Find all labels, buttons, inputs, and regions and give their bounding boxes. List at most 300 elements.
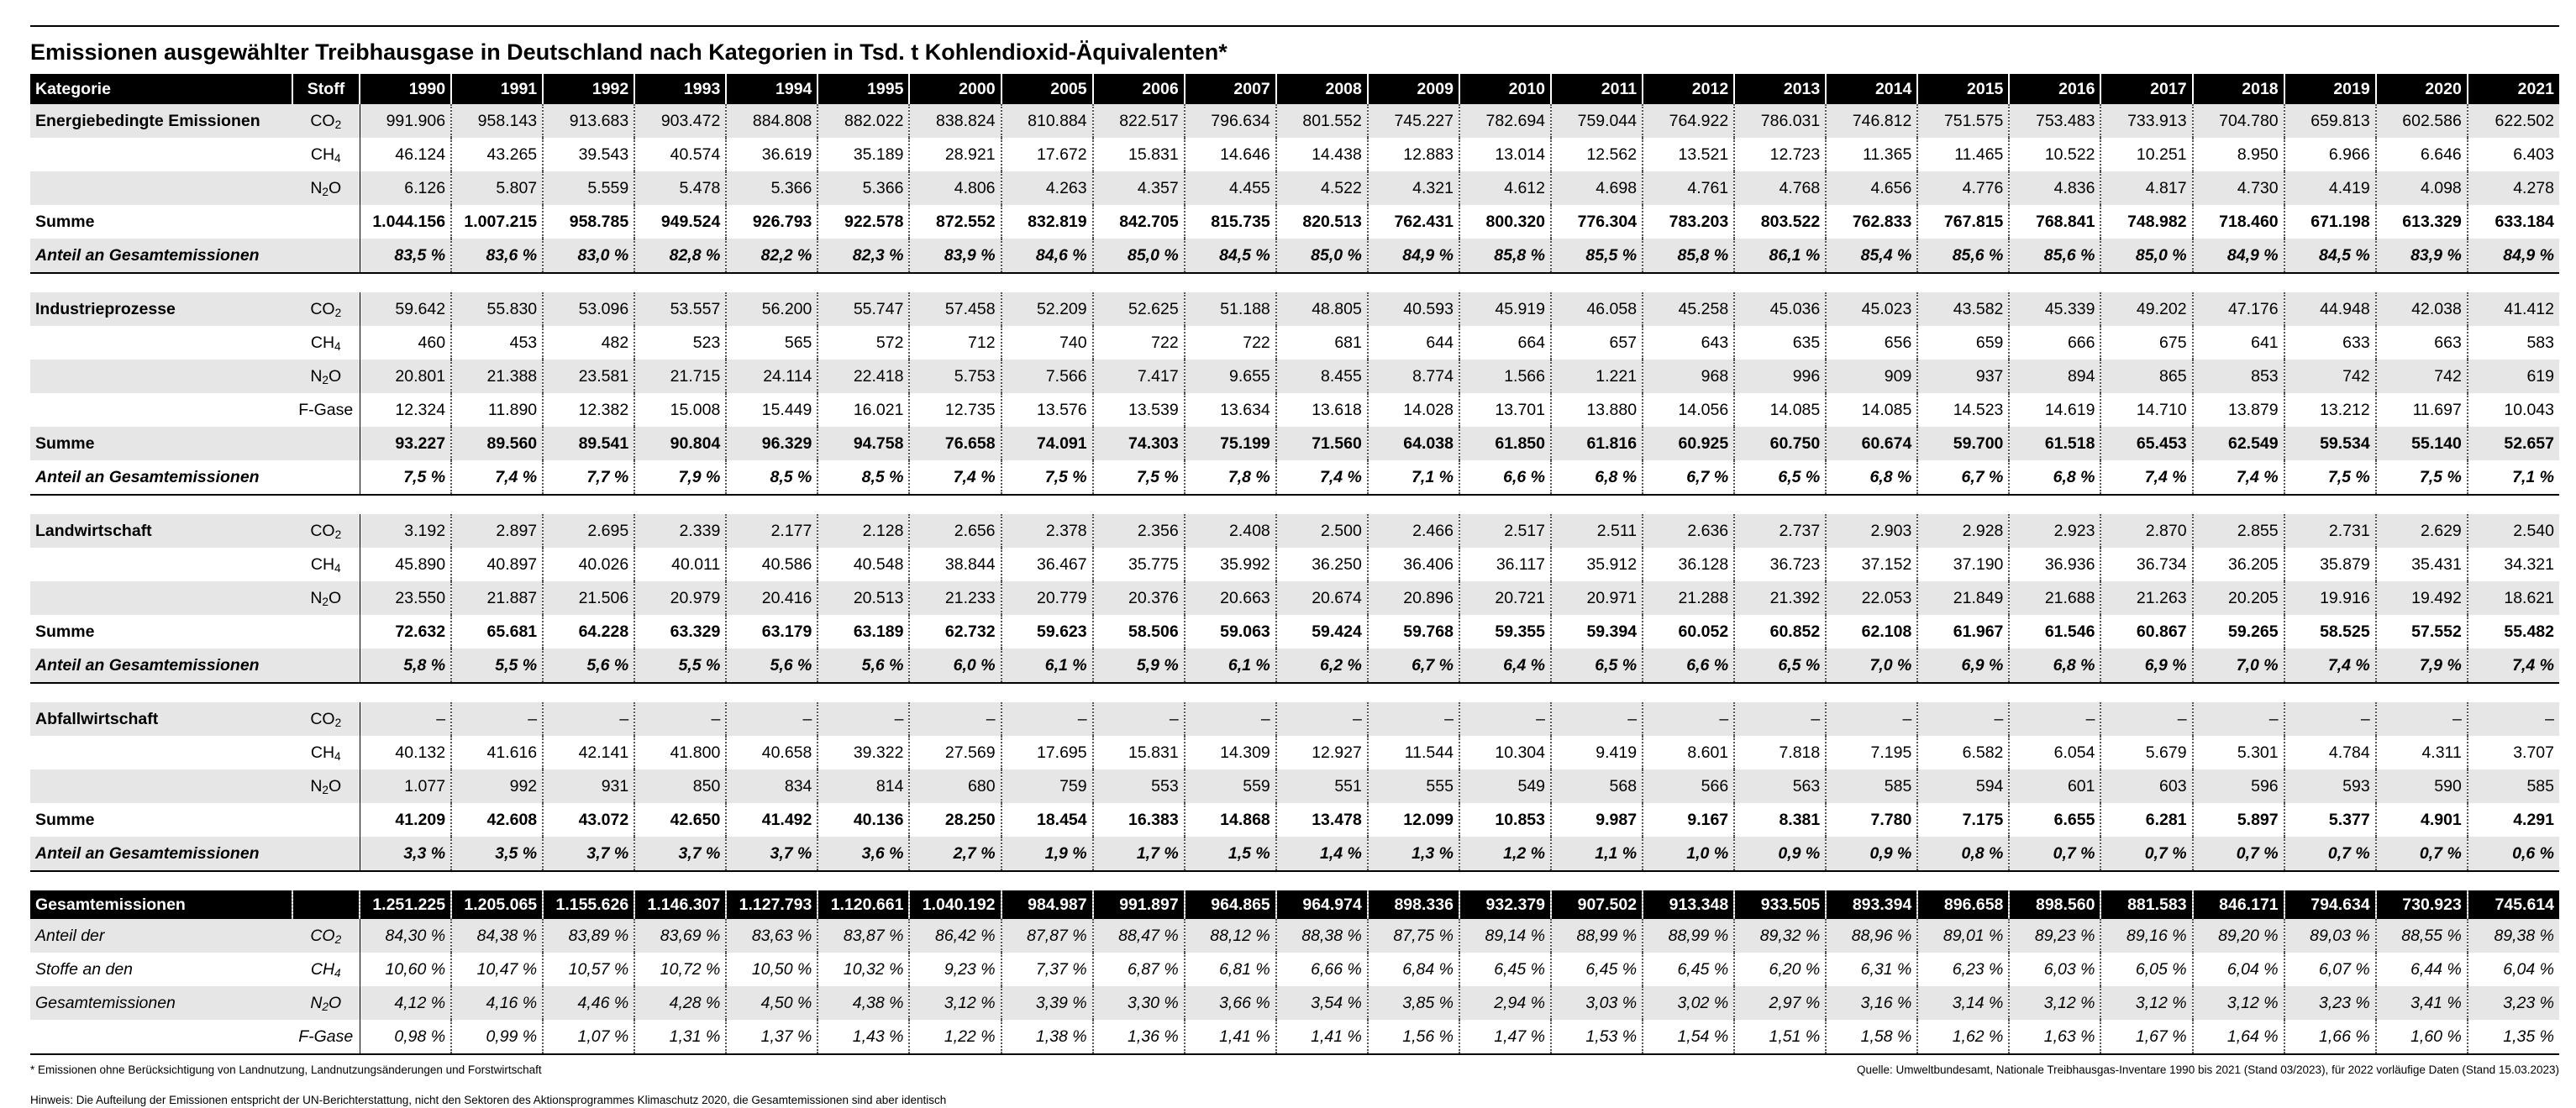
value-cell: 7,5 % — [1001, 460, 1093, 495]
spacer-row — [30, 683, 2559, 702]
header-year: 2020 — [2376, 74, 2468, 104]
value-cell: 2.540 — [2468, 514, 2559, 548]
substance-suffix: O — [329, 777, 342, 796]
value-cell: 1,60 % — [2376, 1020, 2468, 1054]
substance-cell — [292, 460, 360, 495]
value-cell: 566 — [1643, 769, 1734, 803]
value-cell: 3,03 % — [1551, 986, 1643, 1020]
value-cell: 801.552 — [1276, 104, 1368, 138]
value-cell: 846.171 — [2193, 890, 2284, 919]
value-cell: 2.128 — [817, 514, 909, 548]
value-cell: 3,23 % — [2284, 986, 2376, 1020]
value-cell: 7,4 % — [2468, 649, 2559, 683]
value-cell: 635 — [1734, 326, 1826, 360]
value-cell: 853 — [2193, 360, 2284, 393]
substance-subscript: 2 — [322, 596, 329, 608]
header-year: 2012 — [1643, 74, 1734, 104]
value-cell: 65.453 — [2100, 427, 2192, 460]
total-row — [30, 890, 2559, 919]
value-cell: 2.731 — [2284, 514, 2376, 548]
value-cell: 666 — [2009, 326, 2100, 360]
value-cell: 996 — [1734, 360, 1826, 393]
value-cell: 1,36 % — [1093, 1020, 1185, 1054]
spacer-cell — [30, 273, 2559, 292]
table-row — [30, 393, 2559, 427]
value-cell: 1,58 % — [1826, 1020, 1917, 1054]
category-cell — [30, 360, 292, 393]
value-cell: 932.379 — [1459, 890, 1551, 919]
value-cell: 2.177 — [726, 514, 817, 548]
value-cell: 933.505 — [1734, 890, 1826, 919]
value-cell: 84,6 % — [1001, 239, 1093, 273]
value-cell: 20.979 — [634, 581, 726, 615]
value-cell: 619 — [2468, 360, 2559, 393]
value-cell: 14.710 — [2100, 393, 2192, 427]
substance-cell — [292, 581, 360, 615]
header-year: 2021 — [2468, 74, 2559, 104]
value-cell: 45.036 — [1734, 292, 1826, 326]
value-cell: 94.758 — [817, 427, 909, 460]
value-cell: 2.923 — [2009, 514, 2100, 548]
value-cell: 1,67 % — [2100, 1020, 2192, 1054]
share-row — [30, 460, 2559, 495]
value-cell: 36.117 — [1459, 548, 1551, 581]
value-cell: 84,38 % — [451, 919, 543, 953]
value-cell: 61.850 — [1459, 427, 1551, 460]
value-cell: 21.506 — [543, 581, 634, 615]
value-cell: 20.674 — [1276, 581, 1368, 615]
value-cell: 23.550 — [360, 581, 451, 615]
value-cell: 14.085 — [1826, 393, 1917, 427]
value-cell: 84,30 % — [360, 919, 451, 953]
value-cell: 59.534 — [2284, 427, 2376, 460]
value-cell: 5.559 — [543, 171, 634, 205]
value-cell: 16.021 — [817, 393, 909, 427]
sum-label: Summe — [35, 213, 95, 231]
value-cell: 3,39 % — [1001, 986, 1093, 1020]
value-cell: 6,2 % — [1276, 649, 1368, 683]
value-cell: 3,16 % — [1826, 986, 1917, 1020]
value-cell: 6.281 — [2100, 803, 2192, 837]
value-cell: 76.658 — [909, 427, 1001, 460]
value-cell: 590 — [2376, 769, 2468, 803]
value-cell: 2.466 — [1368, 514, 1459, 548]
value-cell: 12.735 — [909, 393, 1001, 427]
sum-row — [30, 615, 2559, 649]
header-year: 2014 — [1826, 74, 1917, 104]
value-cell: 52.657 — [2468, 427, 2559, 460]
value-cell: 782.694 — [1459, 104, 1551, 138]
value-cell: 15.831 — [1093, 736, 1185, 769]
value-cell: 602.586 — [2376, 104, 2468, 138]
value-cell: 7,4 % — [2193, 460, 2284, 495]
value-cell: 722 — [1185, 326, 1276, 360]
value-cell: 10.043 — [2504, 401, 2554, 419]
value-cell: 13.212 — [2284, 393, 2376, 427]
value-cell: 1,2 % — [1459, 837, 1551, 871]
value-cell: 56.200 — [726, 292, 817, 326]
value-cell: 59.642 — [360, 292, 451, 326]
value-cell: 18.454 — [1001, 803, 1093, 837]
value-cell: 46.058 — [1551, 292, 1643, 326]
value-cell: 59.394 — [1551, 615, 1643, 649]
substance-cell — [292, 803, 360, 837]
value-cell: 6.646 — [2376, 138, 2468, 171]
value-cell: 4.656 — [1826, 171, 1917, 205]
value-cell: 555 — [1368, 769, 1459, 803]
value-cell: – — [817, 702, 909, 736]
value-cell: 14.309 — [1185, 736, 1276, 769]
value-cell: – — [1551, 702, 1643, 736]
emissions-table — [30, 74, 2559, 1055]
value-cell: 5.897 — [2193, 803, 2284, 837]
table-row — [30, 769, 2559, 803]
value-cell: 41.492 — [726, 803, 817, 837]
value-cell: 42.608 — [451, 803, 543, 837]
value-cell: 1,37 % — [726, 1020, 817, 1054]
value-cell: 6,1 % — [1185, 649, 1276, 683]
value-cell: 35.431 — [2376, 548, 2468, 581]
value-cell: 6,4 % — [1459, 649, 1551, 683]
value-cell: 13.014 — [1459, 138, 1551, 171]
value-cell: 551 — [1276, 769, 1368, 803]
value-cell: 61.546 — [2009, 615, 2100, 649]
value-cell: 45.919 — [1459, 292, 1551, 326]
value-cell: 2.500 — [1276, 514, 1368, 548]
value-cell: 601 — [2009, 769, 2100, 803]
value-cell: 5.377 — [2284, 803, 2376, 837]
value-cell: 0,6 % — [2468, 837, 2559, 871]
substance-cell — [292, 736, 360, 769]
value-cell: 1,54 % — [1643, 1020, 1734, 1054]
value-cell: 6,45 % — [1459, 953, 1551, 986]
substance-label: F-Gase — [298, 1027, 354, 1046]
value-cell: 6.582 — [1917, 736, 2009, 769]
value-cell: 6,6 % — [1459, 460, 1551, 495]
share-label-line — [30, 1020, 292, 1054]
substance-label: N — [310, 589, 323, 607]
value-cell: 4.263 — [1001, 171, 1093, 205]
footnote: * Emissionen ohne Berücksichtigung von Landnutzung, Landnutzungsänderungen und Forstwirtschaft — [30, 1063, 542, 1076]
substance-share-row — [30, 919, 2559, 953]
category-cell — [30, 702, 292, 736]
value-cell: 4,28 % — [634, 986, 726, 1020]
value-cell: 1.146.307 — [634, 890, 726, 919]
value-cell: 52.625 — [1093, 292, 1185, 326]
value-cell: 6,04 % — [2503, 960, 2554, 979]
value-cell: 7,4 % — [909, 460, 1001, 495]
table-row — [30, 171, 2559, 205]
value-cell: 13.539 — [1093, 393, 1185, 427]
value-cell: 20.416 — [726, 581, 817, 615]
value-cell: 36.723 — [1734, 548, 1826, 581]
value-cell: 681 — [1276, 326, 1368, 360]
value-cell: 0,7 % — [2376, 837, 2468, 871]
value-cell: 884.808 — [726, 104, 817, 138]
substance-cell — [292, 171, 360, 205]
value-cell: 60.052 — [1643, 615, 1734, 649]
substance-cell — [292, 837, 360, 871]
value-cell: 964.974 — [1276, 890, 1368, 919]
value-cell: 5.366 — [726, 171, 817, 205]
substance-subscript: 4 — [334, 340, 341, 353]
value-cell: 712 — [909, 326, 1001, 360]
value-cell: 5.753 — [909, 360, 1001, 393]
share-label-line: Anteil der — [30, 919, 292, 953]
value-cell: 1.044.156 — [360, 205, 451, 239]
value-cell: 10,47 % — [451, 953, 543, 986]
value-cell: 762.431 — [1368, 205, 1459, 239]
share-row — [30, 239, 2559, 273]
value-cell: 10.251 — [2100, 138, 2192, 171]
value-cell: 23.581 — [543, 360, 634, 393]
value-cell: 4.768 — [1734, 171, 1826, 205]
header-year: 1991 — [451, 74, 543, 104]
value-cell: 86,1 % — [1734, 239, 1826, 273]
value-cell: 13.879 — [2193, 393, 2284, 427]
header-year: 2017 — [2100, 74, 2192, 104]
value-cell: 3,12 % — [2009, 986, 2100, 1020]
value-cell: 20.376 — [1093, 581, 1185, 615]
value-cell: – — [2100, 702, 2192, 736]
value-cell: 1,41 % — [1276, 1020, 1368, 1054]
value-cell: 85,4 % — [1826, 239, 1917, 273]
substance-label: CH — [310, 333, 335, 352]
value-cell: 7,4 % — [2284, 649, 2376, 683]
value-cell: 8,5 % — [726, 460, 817, 495]
substance-cell — [292, 953, 360, 986]
value-cell: 882.022 — [817, 104, 909, 138]
value-cell: 89,03 % — [2284, 919, 2376, 953]
value-cell: 1.155.626 — [543, 890, 634, 919]
value-cell: 20.663 — [1185, 581, 1276, 615]
value-cell: 12.324 — [360, 393, 451, 427]
value-cell: 20.721 — [1459, 581, 1551, 615]
value-cell: 89,32 % — [1734, 919, 1826, 953]
value-cell: 4.784 — [2284, 736, 2376, 769]
value-cell: 3,85 % — [1368, 986, 1459, 1020]
value-cell: 85,0 % — [1093, 239, 1185, 273]
substance-share-row — [30, 1020, 2559, 1054]
value-cell: 9.167 — [1643, 803, 1734, 837]
value-cell: 40.011 — [634, 548, 726, 581]
value-cell: 565 — [726, 326, 817, 360]
table-row — [30, 581, 2559, 615]
value-cell: 85,8 % — [1459, 239, 1551, 273]
value-cell: 2,7 % — [909, 837, 1001, 871]
share-label: Anteil an Gesamtemissionen — [30, 649, 292, 683]
value-cell: 35.775 — [1093, 548, 1185, 581]
value-cell: 1,4 % — [1276, 837, 1368, 871]
value-cell: 21.263 — [2100, 581, 2192, 615]
value-cell: 88,99 % — [1643, 919, 1734, 953]
value-cell: 2.695 — [543, 514, 634, 548]
value-cell: 4.419 — [2284, 171, 2376, 205]
value-cell: 1,43 % — [817, 1020, 909, 1054]
value-cell: 39.322 — [817, 736, 909, 769]
value-cell: 21.388 — [451, 360, 543, 393]
value-cell: 7,5 % — [1093, 460, 1185, 495]
value-cell: 1.127.793 — [726, 890, 817, 919]
value-cell: 60.867 — [2100, 615, 2192, 649]
value-cell: 730.923 — [2376, 890, 2468, 919]
value-cell: 663 — [2376, 326, 2468, 360]
value-cell: 913.348 — [1643, 890, 1734, 919]
value-cell: 19.492 — [2376, 581, 2468, 615]
value-cell: 0,7 % — [2009, 837, 2100, 871]
value-cell: 6,31 % — [1826, 953, 1917, 986]
substance-suffix: O — [329, 179, 342, 197]
value-cell: 45.339 — [2009, 292, 2100, 326]
value-cell: 3,7 % — [634, 837, 726, 871]
category-cell — [30, 292, 292, 326]
value-cell: 89,38 % — [2468, 919, 2559, 953]
value-cell: 3,7 % — [543, 837, 634, 871]
value-cell: 937 — [1917, 360, 2009, 393]
value-cell: 59.063 — [1185, 615, 1276, 649]
value-cell: 88,47 % — [1093, 919, 1185, 953]
value-cell: 89,23 % — [2009, 919, 2100, 953]
value-cell: 6,7 % — [1917, 460, 2009, 495]
header-year: 2015 — [1917, 74, 2009, 104]
value-cell: 10,50 % — [726, 953, 817, 986]
value-cell: 7,8 % — [1185, 460, 1276, 495]
substance-suffix: O — [329, 367, 342, 386]
value-cell: 42.038 — [2376, 292, 2468, 326]
substance-cell — [292, 393, 360, 427]
value-cell: 680 — [909, 769, 1001, 803]
page-title: Emissionen ausgewählter Treibhausgase in Deutschland nach Kategorien in Tsd. t Kohlendioxid-Äquivalenten* — [30, 25, 2559, 74]
sum-row — [30, 803, 2559, 837]
value-cell: 865 — [2100, 360, 2192, 393]
value-cell: 4.455 — [1185, 171, 1276, 205]
value-cell: 0,8 % — [1917, 837, 2009, 871]
header-kategorie: Kategorie — [30, 74, 292, 104]
value-cell: 6,0 % — [909, 649, 1001, 683]
value-cell: 6,20 % — [1734, 953, 1826, 986]
value-cell: 82,8 % — [634, 239, 726, 273]
value-cell: 4.836 — [2009, 171, 2100, 205]
substance-cell — [292, 702, 360, 736]
value-cell: 742 — [2376, 360, 2468, 393]
value-cell: – — [543, 702, 634, 736]
value-cell: 2.855 — [2193, 514, 2284, 548]
category-cell — [30, 393, 292, 427]
value-cell: 40.136 — [817, 803, 909, 837]
value-cell: 34.321 — [2504, 555, 2554, 574]
value-cell: 2.870 — [2100, 514, 2192, 548]
value-cell: 89,14 % — [1459, 919, 1551, 953]
value-cell: 958.785 — [543, 205, 634, 239]
value-cell: 7,7 % — [543, 460, 634, 495]
value-cell: 991.906 — [360, 104, 451, 138]
value-cell: 60.925 — [1643, 427, 1734, 460]
substance-label: N — [310, 994, 323, 1012]
header-year: 2019 — [2284, 74, 2376, 104]
substance-subscript: 2 — [334, 118, 342, 131]
value-cell: 87,75 % — [1368, 919, 1459, 953]
value-cell: 21.392 — [1734, 581, 1826, 615]
share-label-line: Stoffe an den — [35, 960, 134, 979]
value-cell: – — [634, 702, 726, 736]
value-cell: 83,69 % — [634, 919, 726, 953]
header-year: 2016 — [2009, 74, 2100, 104]
value-cell: 5.807 — [451, 171, 543, 205]
value-cell: 4.278 — [2468, 171, 2559, 205]
value-cell: 6,44 % — [2376, 953, 2468, 986]
value-cell: – — [1368, 702, 1459, 736]
value-cell: 656 — [1826, 326, 1917, 360]
value-cell: 7.175 — [1917, 803, 2009, 837]
value-cell: 704.780 — [2193, 104, 2284, 138]
substance-cell — [292, 239, 360, 273]
sum-row — [30, 427, 2559, 460]
value-cell: 6.403 — [2513, 145, 2554, 164]
value-cell: 568 — [1551, 769, 1643, 803]
value-cell: 958.143 — [451, 104, 543, 138]
header-year: 2009 — [1368, 74, 1459, 104]
header-year: 2007 — [1185, 74, 1276, 104]
sum-label: Summe — [35, 622, 95, 641]
value-cell: 4.098 — [2376, 171, 2468, 205]
substance-cell — [292, 104, 360, 138]
value-cell: 93.227 — [360, 427, 451, 460]
value-cell: 39.543 — [543, 138, 634, 171]
value-cell: 4.901 — [2376, 803, 2468, 837]
value-cell: 641 — [2193, 326, 2284, 360]
value-cell: 11.890 — [451, 393, 543, 427]
value-cell: 913.683 — [543, 104, 634, 138]
value-cell: 922.578 — [817, 205, 909, 239]
value-cell: 6,23 % — [1917, 953, 2009, 986]
header-stoff: Stoff — [292, 74, 360, 104]
value-cell: 6,81 % — [1185, 953, 1276, 986]
value-cell: 5,6 % — [543, 649, 634, 683]
value-cell: 2.656 — [909, 514, 1001, 548]
value-cell: 1,56 % — [1368, 1020, 1459, 1054]
value-cell: 28.250 — [909, 803, 1001, 837]
value-cell: 7,9 % — [634, 460, 726, 495]
value-cell: 7.818 — [1734, 736, 1826, 769]
value-cell: 7,5 % — [2284, 460, 2376, 495]
substance-cell — [292, 205, 360, 239]
value-cell: 4.321 — [1368, 171, 1459, 205]
header-year: 1995 — [817, 74, 909, 104]
value-cell: 794.634 — [2284, 890, 2376, 919]
value-cell: 13.701 — [1459, 393, 1551, 427]
value-cell: 810.884 — [1001, 104, 1093, 138]
value-cell: 991.897 — [1093, 890, 1185, 919]
header-year: 2008 — [1276, 74, 1368, 104]
value-cell: 722 — [1093, 326, 1185, 360]
value-cell: 83,0 % — [543, 239, 634, 273]
value-cell: 83,89 % — [543, 919, 634, 953]
value-cell: 36.467 — [1001, 548, 1093, 581]
spacer-row — [30, 273, 2559, 292]
value-cell: 6,6 % — [1643, 649, 1734, 683]
value-cell: 5,6 % — [817, 649, 909, 683]
value-cell: 36.128 — [1643, 548, 1734, 581]
sum-label: Summe — [35, 811, 95, 829]
value-cell: 6,8 % — [2009, 649, 2100, 683]
value-cell: 1,22 % — [909, 1020, 1001, 1054]
value-cell: 850 — [634, 769, 726, 803]
value-cell: 4.311 — [2376, 736, 2468, 769]
value-cell: 27.569 — [909, 736, 1001, 769]
value-cell: 59.700 — [1917, 427, 2009, 460]
value-cell: 583 — [2526, 333, 2554, 352]
value-cell: 2.928 — [1917, 514, 2009, 548]
